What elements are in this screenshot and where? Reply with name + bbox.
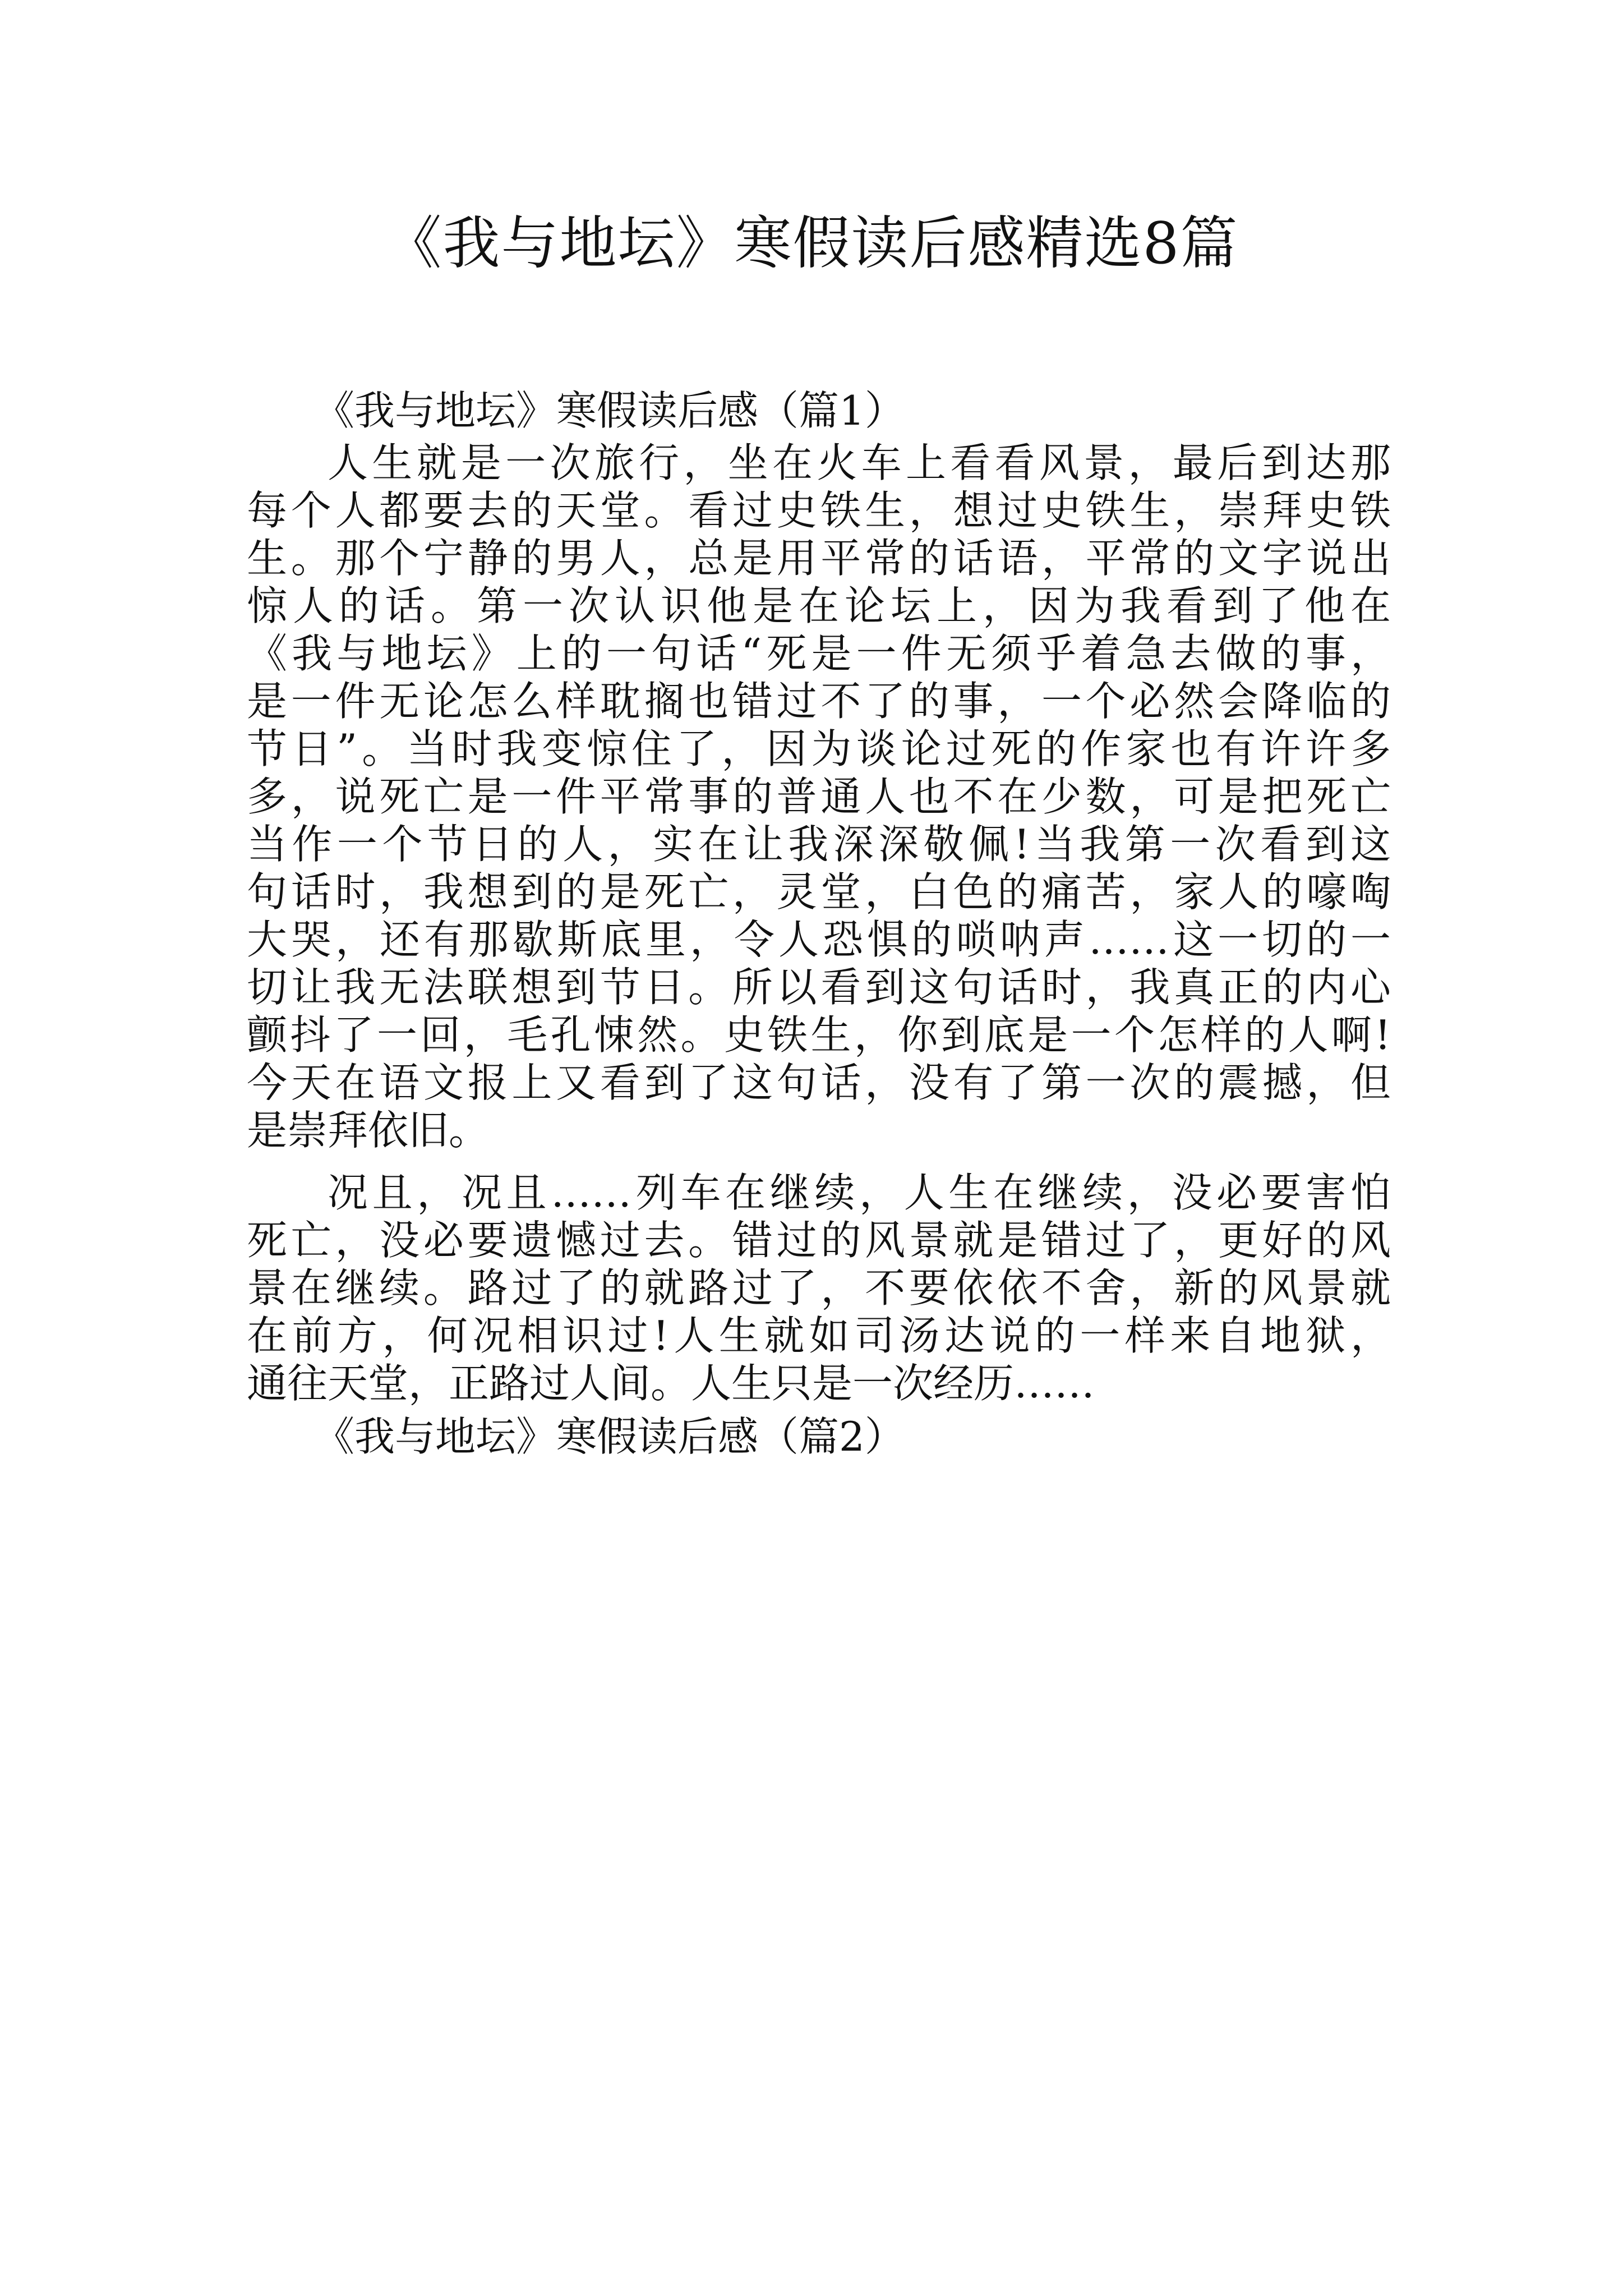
paragraph-line: 人生就是一次旅行，坐在火车上看看风景，最后到达那 [328,439,1391,486]
paragraph-line: 生。那个宁静的男人，总是用平常的话语，平常的文字说出 [247,535,1391,582]
paragraph-line: 通往天堂，正路过人间。人生只是一次经历…… [247,1360,1095,1407]
paragraph-line: 今天在语文报上又看到了这句话，没有了第一次的震撼，但 [247,1059,1391,1106]
paragraph-line: 《我与地坛》上的一句话“死是一件无须乎着急去做的事， [247,630,1391,677]
paragraph-line: 大哭，还有那歇斯底里，令人恐惧的唢呐声……这一切的一 [247,916,1391,963]
section-heading-1: 《我与地坛》寒假读后感（篇1） [314,387,905,434]
paragraph-line: 惊人的话。第一次认识他是在论坛上，因为我看到了他在 [247,582,1391,629]
section-heading-2: 《我与地坛》寒假读后感（篇2） [314,1413,905,1460]
paragraph-line: 是一件无论怎么样耽搁也错过不了的事，一个必然会降临的 [247,678,1391,725]
paragraph-line: 况且，况且……列车在继续，人生在继续，没必要害怕 [328,1169,1391,1216]
paragraph-line: 切让我无法联想到节日。所以看到这句话时，我真正的内心 [247,964,1391,1011]
paragraph-1 [247,439,1391,1154]
paragraph-2 [247,1169,1391,1407]
paragraph-line: 景在继续。路过了的就路过了，不要依依不舍，新的风景就 [247,1264,1391,1312]
paragraph-line: 每个人都要去的天堂。看过史铁生，想过史铁生，崇拜史铁 [247,487,1391,534]
document-body [247,387,1391,1461]
paragraph-line: 颤抖了一回，毛孔悚然。史铁生，你到底是一个怎样的人啊! [247,1011,1391,1059]
paragraph-line: 当作一个节日的人，实在让我深深敬佩!当我第一次看到这 [247,821,1391,868]
paragraph-line: 死亡，没必要遗憾过去。错过的风景就是错过了，更好的风 [247,1217,1391,1264]
document-title: 《我与地坛》寒假读后感精选8篇 [384,210,1239,277]
paragraph-line: 在前方，何况相识过!人生就如司汤达说的一样来自地狱， [247,1312,1391,1359]
paragraph-line: 句话时，我想到的是死亡，灵堂，白色的痛苦，家人的嚎啕 [247,868,1391,915]
paragraph-line: 是崇拜依旧。 [247,1107,490,1154]
paragraph-line: 多，说死亡是一件平常事的普通人也不在少数，可是把死亡 [247,773,1391,820]
paragraph-line: 节日”。当时我变惊住了，因为谈论过死的作家也有许许多 [247,725,1391,772]
